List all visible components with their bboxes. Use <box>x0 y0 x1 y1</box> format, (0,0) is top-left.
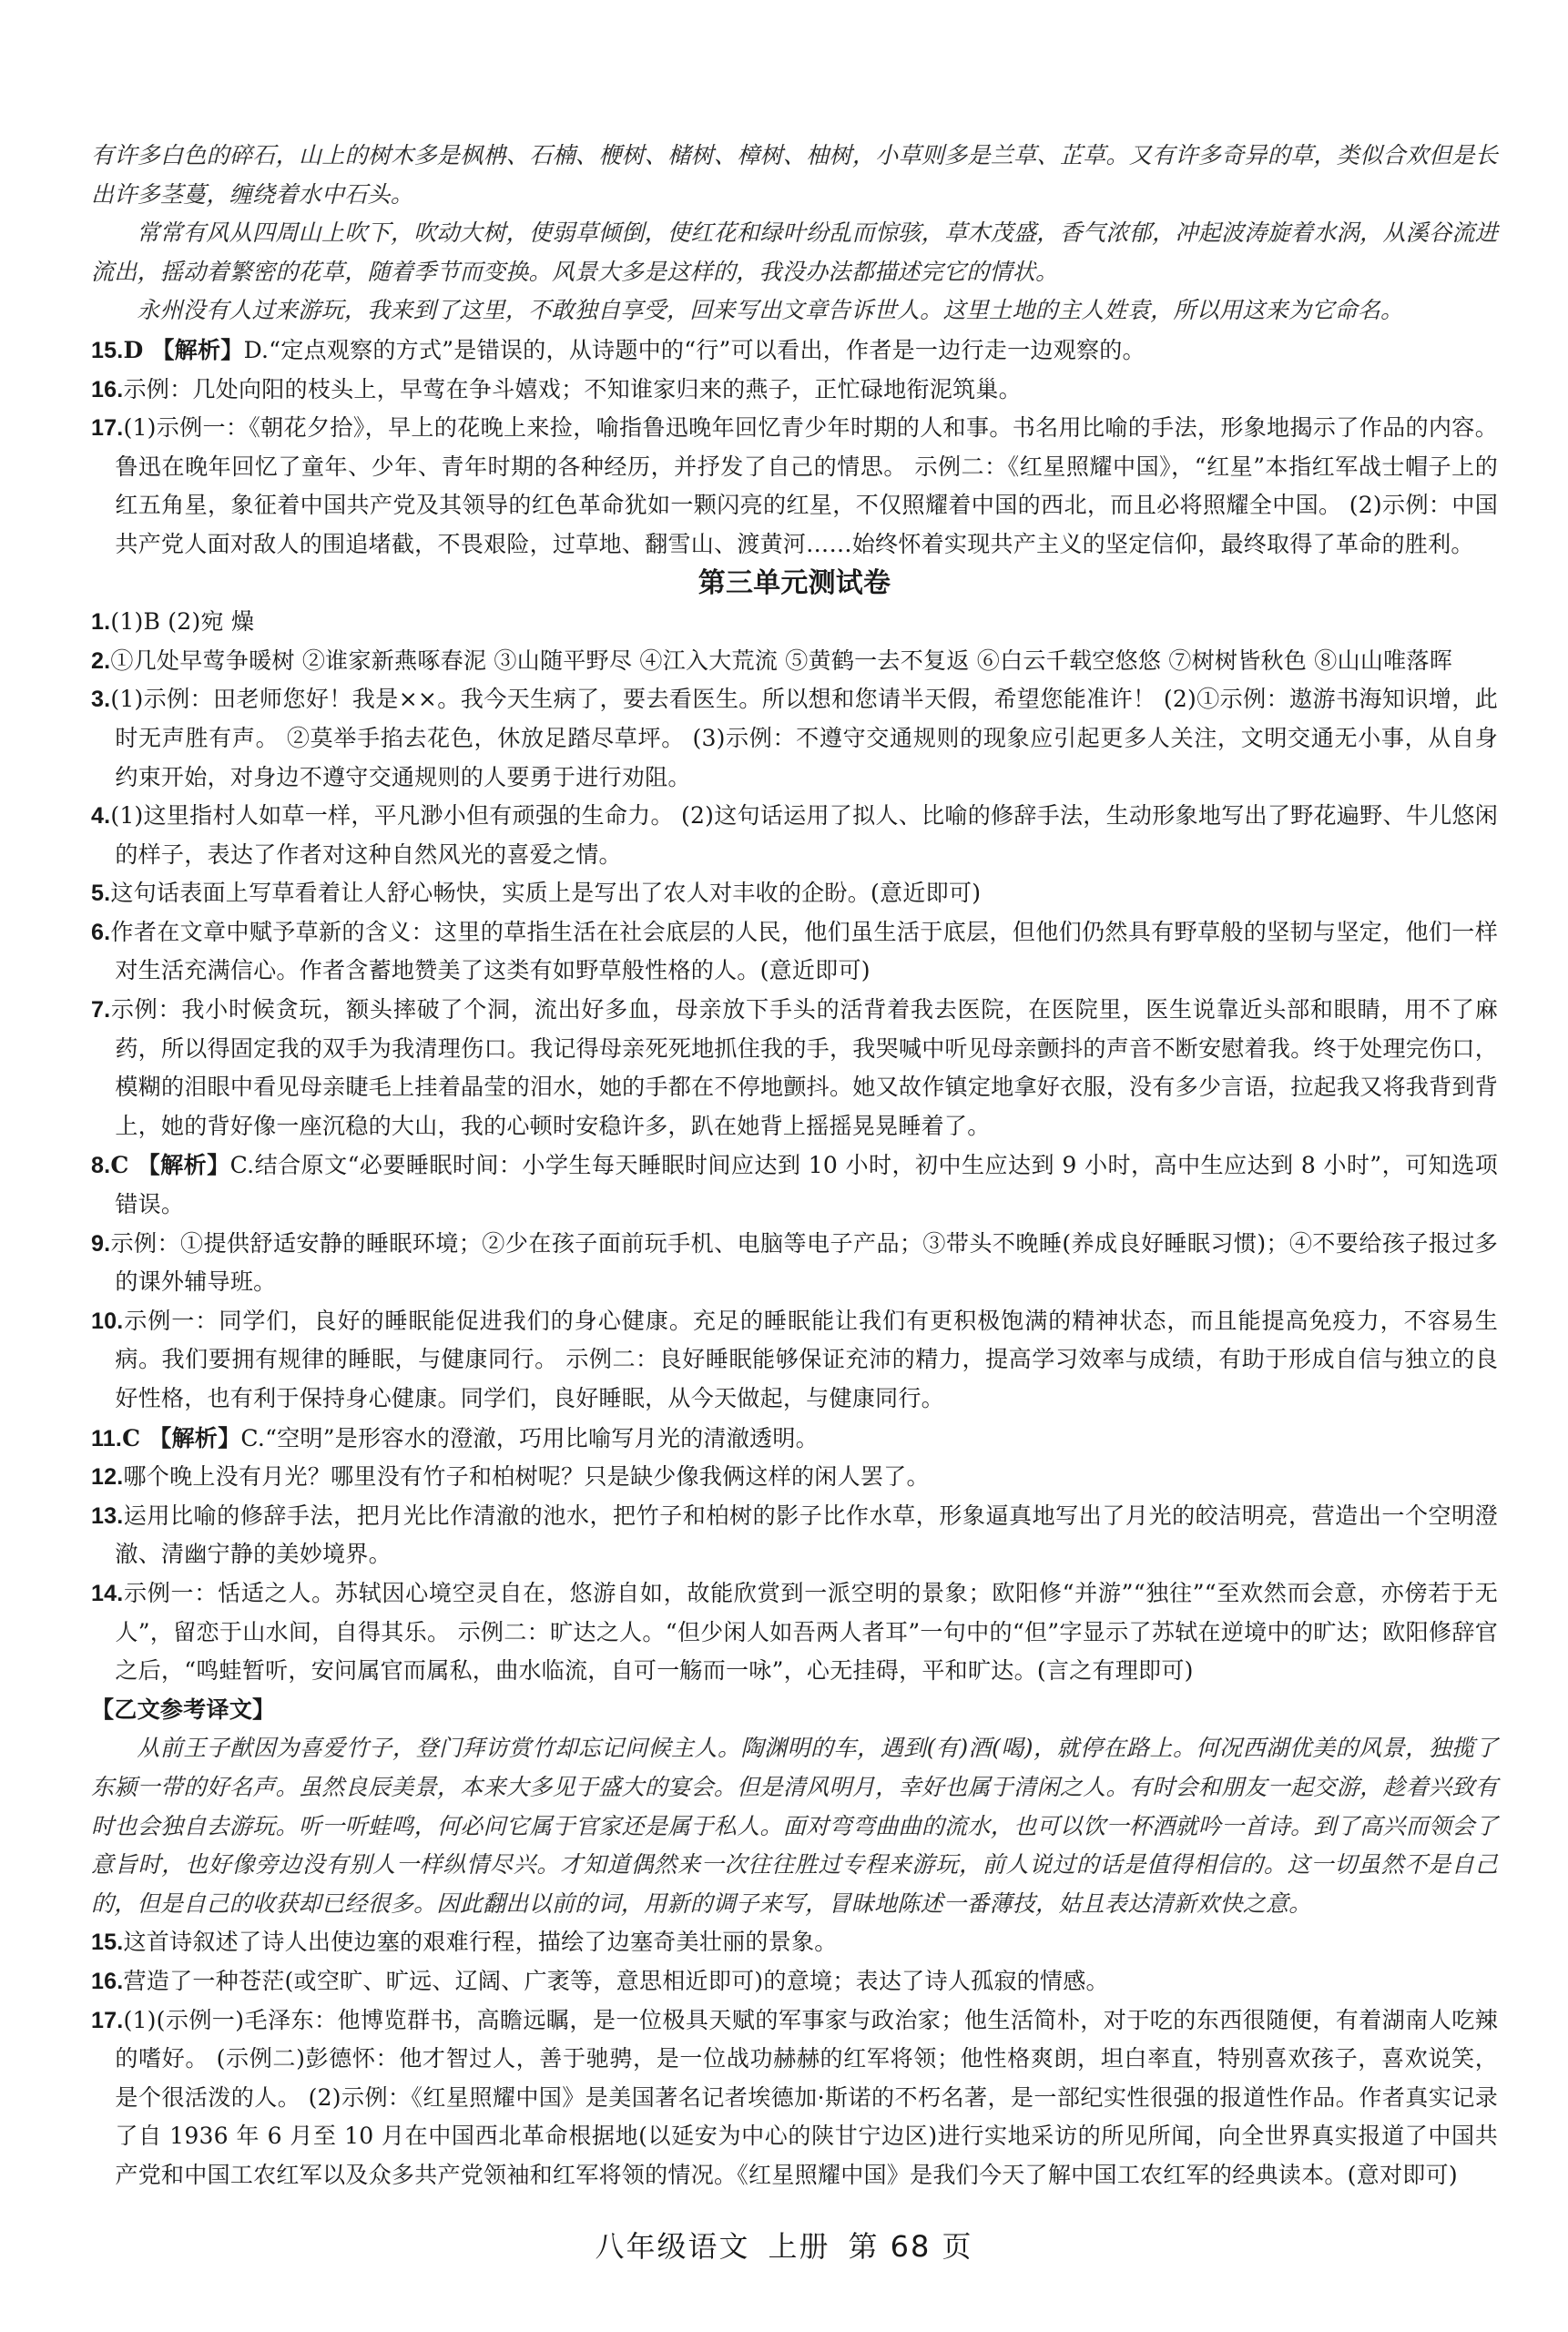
answer-tag: C 【解析】 <box>110 1151 230 1179</box>
answer-item <box>91 991 1498 1146</box>
paragraph: 永州没有人过来游玩，我来到了这里，不敢独自享受，回来写出文章告诉世人。这里土地的主人姓袁，所以用这来为它命名。 <box>137 297 1404 324</box>
answer-number: 10. <box>91 1308 124 1334</box>
answer-number: 16. <box>91 1968 124 1994</box>
answer-item <box>91 409 1498 564</box>
answers-part-2 <box>91 603 1498 1691</box>
answer-text: 这首诗叙述了诗人出使边塞的艰难行程，描绘了边塞奇美壮丽的景象。 <box>123 1929 838 1956</box>
answer-text: (1)B (2)宛 燥 <box>110 608 255 636</box>
answer-number: 4. <box>91 803 111 830</box>
answer-text: (1)(示例一)毛泽东：他博览群书，高瞻远瞩，是一位极具天赋的军事家与政治家；他生活简朴，对于吃的东西很随便，有着湖南人吃辣的嗜好。 (示例二)彭德怀：他才智过人，善于驰骋，是一位战功赫赫的红军将领；他性格爽朗，坦白率直，特别喜欢孩子，喜欢说笑，是个很活泼的人。 (2)示例：《红星照耀中国》是美国著名记者埃德加·斯诺的不朽名著，是一部纪实性很强的报道性作品。作者真实记录了自 1936 年 6 月至 10 月在中国西北革命根据地(以延安为中心的陕甘宁边区)进行实地采访的所见所闻，向全世界真实报道了中国共产党和中国工农红军以及众多共产党领袖和红军将领的情况。《红星照耀中国》是我们今天了解中国工农红军的经典读本。(意对即可) <box>115 2006 1498 2188</box>
translation-text: 从前王子猷因为喜爱竹子，登门拜访赏竹却忘记问候主人。陶渊明的车，遇到(有)酒(喝)，就停在路上。何况西湖优美的风景，独揽了东颍一带的好名声。虽然良辰美景，本来大多见于盛大的宴会。但是清风明月，幸好也属于清闲之人。有时会和朋友一起交游，趁着兴致有时也会独自去游玩。听一听蛙鸣，何必问它属于官家还是属于私人。面对弯弯曲曲的流水，也可以饮一杯酒就吟一首诗。到了高兴而领会了意旨时，也好像旁边没有别人一样纵情尽兴。才知道偶然来一次往往胜过专程来游玩，前人说过的话是值得相信的。这一切虽然不是自己的，但是自己的收获却已经很多。因此翻出以前的词，用新的调子来写，冒昧地陈述一番薄技，姑且表达清新欢快之意。 <box>91 1735 1498 1917</box>
answer-item <box>91 680 1498 797</box>
answer-item <box>91 1225 1498 1302</box>
answer-number: 5. <box>91 881 111 907</box>
answer-item <box>91 1146 1498 1224</box>
answer-number: 13. <box>91 1502 124 1529</box>
answer-item <box>91 1923 1498 1962</box>
answer-item <box>91 331 1498 371</box>
page-footer <box>0 2224 1568 2266</box>
paragraph: 常常有风从四周山上吹下，吹动大树，使弱草倾倒，使红花和绿叶纷乱而惊骇，草木茂盛，香气浓郁，冲起波涛旋着水涡，从溪谷流进流出，摇动着繁密的花草，随着季节而变换。风景大多是这样的，我没办法都描述完它的情状。 <box>91 219 1498 285</box>
answer-text: 示例：我小时候贪玩，额头摔破了个洞，流出好多血，母亲放下手头的活背着我去医院，在医院里，医生说靠近头部和眼睛，用不了麻药，所以得固定我的双手为我清理伤口。我记得母亲死死地抓住我的手，我哭喊中听见母亲颤抖的声音不断安慰着我。终于处理完伤口，模糊的泪眼中看见母亲睫毛上挂着晶莹的泪水，她的手都在不停地颤抖。她又故作镇定地拿好衣服，没有多少言语，拉起我又将我背到背上，她的背好像一座沉稳的大山，我的心顿时安稳许多，趴在她背上摇摇晃晃睡着了。 <box>110 996 1498 1139</box>
answer-item <box>91 1419 1498 1459</box>
answer-text: 示例：几处向阳的枝头上，早莺在争斗嬉戏；不知谁家归来的燕子，正忙碌地衔泥筑巢。 <box>123 375 1022 402</box>
answer-item <box>91 1458 1498 1497</box>
answer-number: 14. <box>91 1580 124 1606</box>
answer-item <box>91 1497 1498 1574</box>
answer-item <box>91 2001 1498 2195</box>
answer-text: C.结合原文“必要睡眠时间：小学生每天睡眠时间应达到 10 小时，初中生应达到 9 小时，高中生应达到 8 小时”，可知选项错误。 <box>115 1152 1498 1218</box>
answer-number: 3. <box>91 687 111 713</box>
paragraph: 有许多白色的碎石，山上的树木多是枫柟、石楠、楩树、槠树、樟树、柚树，小草则多是兰草、芷草。又有许多奇异的草，类似合欢但是长出许多茎蔓，缠绕着水中石头。 <box>91 142 1498 208</box>
answer-number: 1. <box>91 609 111 636</box>
answer-text: (1)示例：田老师您好！我是××。我今天生病了，要去看医生。所以想和您请半天假，希望您能准许！ (2)①示例：遨游书海知识增，此时无声胜有声。 ②莫举手掐去花色，休放足踏尽草坪。 (3)示例：不遵守交通规则的现象应引起更多人关注，文明交通无小事，从自身约束开始，对身边不遵守交通规则的人要勇于进行劝阻。 <box>110 686 1498 790</box>
translation-continuation <box>91 137 1498 331</box>
answer-item <box>91 603 1498 642</box>
footer-grade: 八年级语文 <box>595 2229 750 2264</box>
answer-number: 2. <box>91 647 111 674</box>
footer-page-number: 第 68 页 <box>848 2229 973 2264</box>
answer-number: 7. <box>91 997 111 1023</box>
answer-item <box>91 874 1498 913</box>
answer-item <box>91 642 1498 681</box>
answer-number: 8. <box>91 1153 111 1179</box>
answer-number: 15. <box>91 337 124 363</box>
answer-item <box>91 1302 1498 1419</box>
answer-number: 16. <box>91 376 124 402</box>
section-title: 第三单元测试卷 <box>697 566 891 599</box>
answer-text: 哪个晚上没有月光？哪里没有竹子和柏树呢？只是缺少像我俩这样的闲人罢了。 <box>123 1463 930 1491</box>
answer-number: 17. <box>91 2007 124 2033</box>
answer-tag: C 【解析】 <box>122 1423 241 1451</box>
answer-page <box>91 137 1498 2195</box>
answer-text: 这句话表面上写草看着让人舒心畅快，实质上是写出了农人对丰收的企盼。(意近即可) <box>110 880 982 907</box>
answer-text: 运用比喻的修辞手法，把月光比作清澈的池水，把竹子和柏树的影子比作水草，形象逼真地写出了月光的皎洁明亮，营造出一个空明澄澈、清幽宁静的美妙境界。 <box>115 1502 1498 1568</box>
answer-text: (1)这里指村人如草一样，平凡渺小但有顽强的生命力。 (2)这句话运用了拟人、比喻的修辞手法，生动形象地写出了野花遍野、牛儿悠闲的样子，表达了作者对这种自然风光的喜爱之情。 <box>110 802 1498 868</box>
answer-text: ①几处早莺争暖树 ②谁家新燕啄春泥 ③山随平野尽 ④江入大荒流 ⑤黄鹤一去不复返 ⑥白云千载空悠悠 ⑦树树皆秋色 ⑧山山唯落晖 <box>110 647 1453 674</box>
answer-item <box>91 797 1498 874</box>
answer-item <box>91 371 1498 410</box>
answer-number: 12. <box>91 1464 124 1491</box>
answer-text: D.“定点观察的方式”是错误的，从诗题中的“行”可以看出，作者是一边行走一边观察的。 <box>243 336 1145 363</box>
answer-text: 示例一：恬适之人。苏轼因心境空灵自在，悠游自如，故能欣赏到一派空明的景象；欧阳修“并游”“独往”“至欢然而会意，亦傍若于无人”，留恋于山水间，自得其乐。 示例二：旷达之人。“但少闲人如吾两人者耳”一句中的“但”字显示了苏轼在逆境中的旷达；欧阳修辞官之后，“鸣蛙暂听，安问属官而属私，曲水临流，自可一觞而一咏”，心无挂碍，平和旷达。(言之有理即可) <box>115 1579 1498 1685</box>
answer-item <box>91 913 1498 991</box>
answer-number: 9. <box>91 1230 111 1257</box>
footer-volume: 上册 <box>768 2229 830 2264</box>
answer-number: 11. <box>91 1425 123 1451</box>
answer-text: 营造了一种苍茫(或空旷、旷远、辽阔、广袤等，意思相近即可)的意境；表达了诗人孤寂的情感。 <box>123 1967 1109 1994</box>
answers-part-3 <box>91 1923 1498 2195</box>
answers-part-1 <box>91 331 1498 565</box>
answer-tag: D 【解析】 <box>123 335 244 363</box>
answer-text: 示例一：同学们，良好的睡眠能促进我们的身心健康。充足的睡眠能让我们有更积极饱满的精神状态，而且能提高免疫力，不容易生病。我们要拥有规律的睡眠，与健康同行。 示例二：良好睡眠能够保证充沛的精力，提高学习效率与成绩，有助于形成自信与独立的良好性格，也有利于保持身心健康。同学们，良好睡眠，从今天做起，与健康同行。 <box>115 1307 1498 1411</box>
answer-text: 示例：①提供舒适安静的睡眠环境；②少在孩子面前玩手机、电脑等电子产品；③带头不晚睡(养成良好睡眠习惯)；④不要给孩子报过多的课外辅导班。 <box>110 1229 1498 1296</box>
answer-text: 作者在文章中赋予草新的含义：这里的草指生活在社会底层的人民，他们虽生活于底层，但他们仍然具有野草般的坚韧与坚定，他们一样对生活充满信心。作者含蓄地赞美了这类有如野草般性格的人。(意近即可) <box>110 918 1498 984</box>
answer-item <box>91 1574 1498 1691</box>
translation-title: 【乙文参考译文】 <box>91 1696 276 1723</box>
answer-number: 6. <box>91 919 111 945</box>
answer-text: C.“空明”是形容水的澄澈，巧用比喻写月光的清澈透明。 <box>240 1424 819 1451</box>
answer-number: 17. <box>91 415 124 442</box>
answer-number: 15. <box>91 1930 124 1956</box>
answer-item <box>91 1962 1498 2001</box>
answer-text: (1)示例一：《朝花夕拾》，早上的花晚上来捡，喻指鲁迅晚年回忆青少年时期的人和事。书名用比喻的手法，形象地揭示了作品的内容。鲁迅在晚年回忆了童年、少年、青年时期的各种经历，并抒发了自己的情思。 示例二：《红星照耀中国》，“红星”本指红军战士帽子上的红五角星，象征着中国共产党及其领导的红色革命犹如一颗闪亮的红星，不仅照耀着中国的西北，而且必将照耀全中国。 (2)示例：中国共产党人面对敌人的围追堵截，不畏艰险，过草地、翻雪山、渡黄河……始终怀着实现共产主义的坚定信仰，最终取得了革命的胜利。 <box>115 414 1498 557</box>
